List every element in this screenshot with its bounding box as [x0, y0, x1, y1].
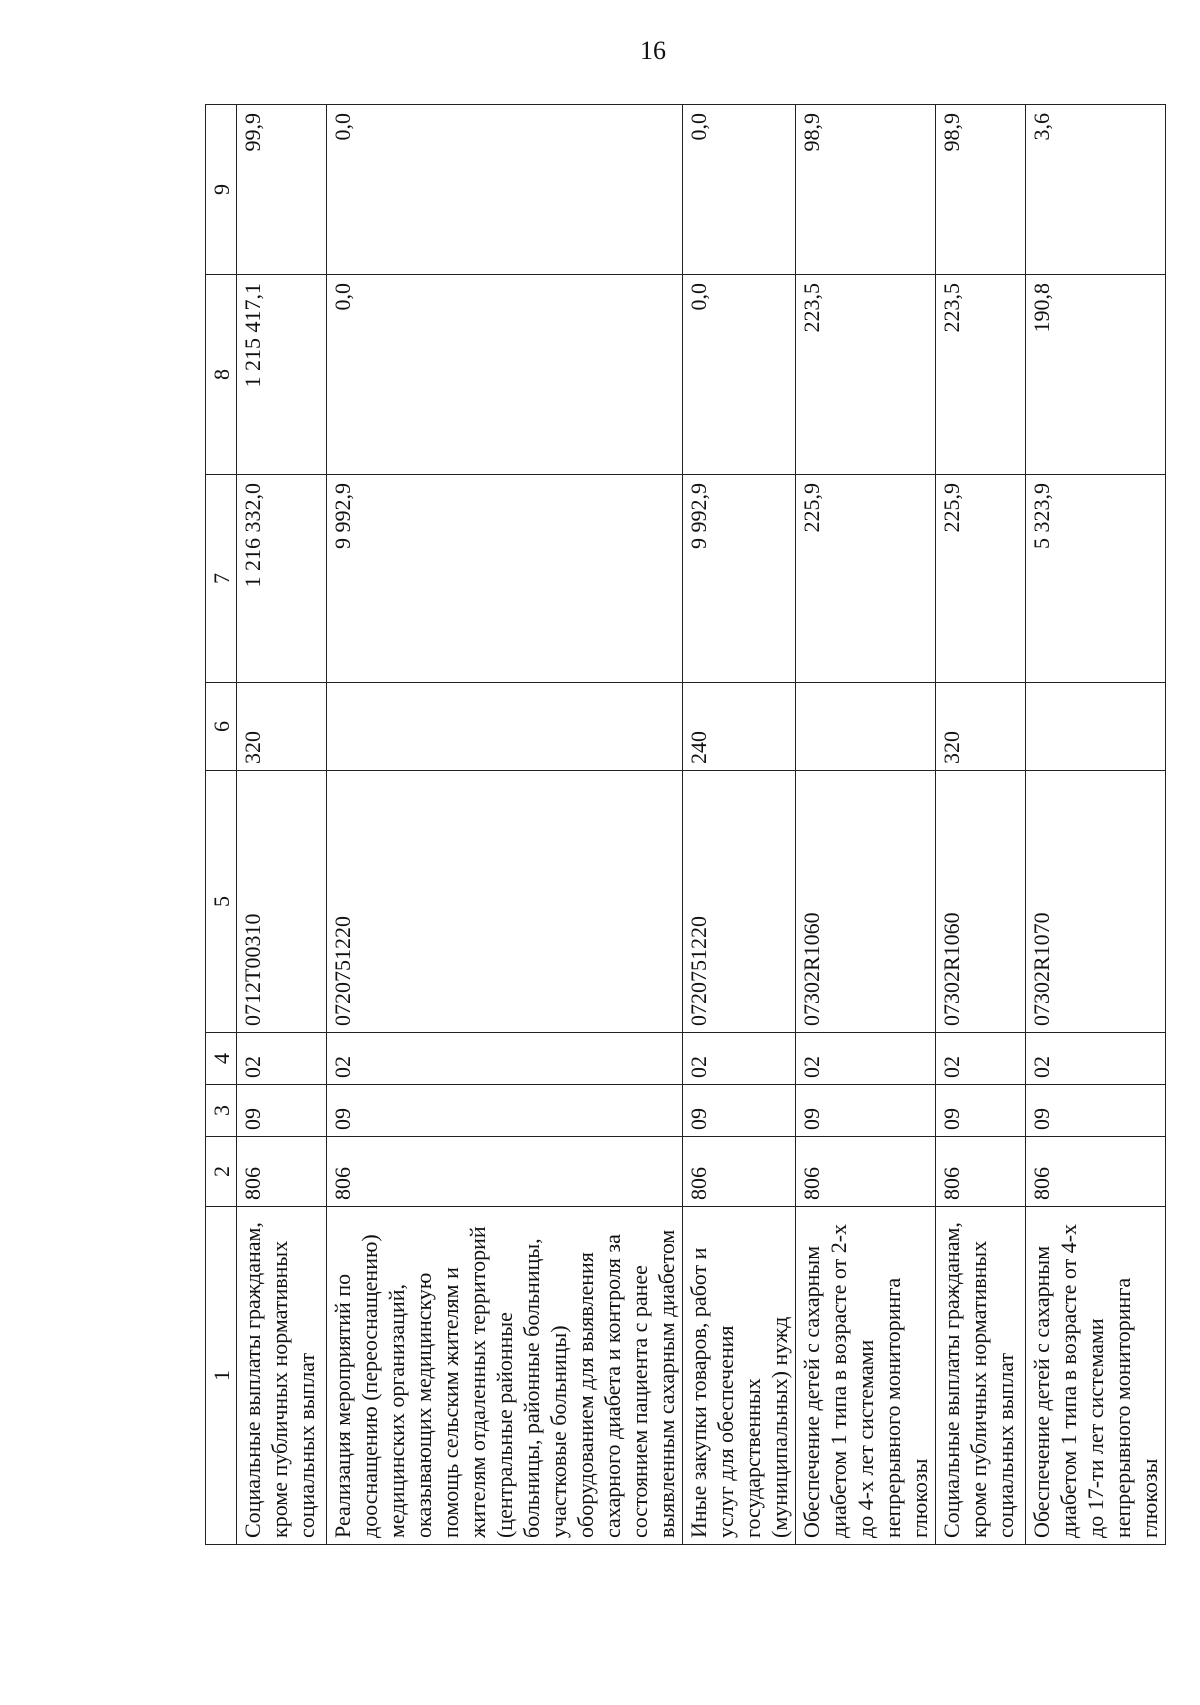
cell-c2: 806: [327, 1137, 683, 1207]
row-name: Иные закупки товаров, работ и услуг для обеспечения государственных (муниципальных) нужд: [683, 1207, 796, 1545]
cell-c4: 02: [327, 1033, 683, 1085]
row-name: Обеспечение детей с сахарным диабетом 1 типа в возрасте от 2-х до 4-х лет системами непрерывного мониторинга глюкозы: [796, 1207, 936, 1545]
budget-table: [205, 104, 1166, 1545]
cell-c7: 5 323,9: [1026, 475, 1166, 683]
cell-c5: 07302R1060: [936, 771, 1026, 1033]
cell-c9: 0,0: [683, 105, 796, 275]
table-row: [683, 105, 796, 1545]
cell-c8: 1 215 417,1: [237, 275, 327, 475]
row-name: Социальные выплаты гражданам, кроме публичных нормативных социальных выплат: [237, 1207, 327, 1545]
cell-c6: 320: [237, 683, 327, 771]
cell-c8: 223,5: [936, 275, 1026, 475]
cell-c7: 225,9: [796, 475, 936, 683]
cell-c2: 806: [796, 1137, 936, 1207]
cell-c5: 0720751220: [683, 771, 796, 1033]
header-cell: 4: [206, 1033, 237, 1085]
table-row: [936, 105, 1026, 1545]
cell-c6: [796, 683, 936, 771]
cell-c2: 806: [1026, 1137, 1166, 1207]
header-cell: 6: [206, 683, 237, 771]
cell-c2: 806: [237, 1137, 327, 1207]
row-name: Обеспечение детей с сахарным диабетом 1 типа в возрасте от 4-х до 17-ти лет системами непрерывного мониторинга глюкозы: [1026, 1207, 1166, 1545]
header-cell: 2: [206, 1137, 237, 1207]
cell-c7: 225,9: [936, 475, 1026, 683]
cell-c3: 09: [796, 1085, 936, 1137]
cell-c5: 0720751220: [327, 771, 683, 1033]
cell-c7: 1 216 332,0: [237, 475, 327, 683]
cell-c6: 320: [936, 683, 1026, 771]
budget-table-rotated: [205, 105, 1162, 1545]
cell-c8: 0,0: [327, 275, 683, 475]
row-name: Реализация мероприятий по дооснащению (переоснащению) медицинских организаций, оказывающих медицинскую помощь сельским жителям и жителям отдаленных территорий (центральные районные больницы, районные больницы, участковые больницы) оборудованием для выявления сахарного диабета и контроля за состоянием пациента с ранее выявленным сахарным диабетом: [327, 1207, 683, 1545]
cell-c3: 09: [237, 1085, 327, 1137]
cell-c6: [327, 683, 683, 771]
cell-c6: [1026, 683, 1166, 771]
cell-c4: 02: [1026, 1033, 1166, 1085]
cell-c9: 98,9: [796, 105, 936, 275]
cell-c9: 99,9: [237, 105, 327, 275]
header-cell: 3: [206, 1085, 237, 1137]
cell-c5: 07302R1060: [796, 771, 936, 1033]
table-row: [1026, 105, 1166, 1545]
header-cell: 8: [206, 275, 237, 475]
cell-c9: 98,9: [936, 105, 1026, 275]
header-row: [206, 105, 237, 1545]
cell-c7: 9 992,9: [327, 475, 683, 683]
cell-c4: 02: [796, 1033, 936, 1085]
page-number: 16: [640, 36, 666, 65]
cell-c5: 07302R1070: [1026, 771, 1166, 1033]
table-row: [327, 105, 683, 1545]
cell-c4: 02: [237, 1033, 327, 1085]
table-row: [237, 105, 327, 1545]
cell-c4: 02: [683, 1033, 796, 1085]
table-row: [796, 105, 936, 1545]
cell-c2: 806: [683, 1137, 796, 1207]
cell-c9: 3,6: [1026, 105, 1166, 275]
cell-c7: 9 992,9: [683, 475, 796, 683]
cell-c9: 0,0: [327, 105, 683, 275]
header-cell: 5: [206, 771, 237, 1033]
header-cell: 9: [206, 105, 237, 275]
cell-c8: 190,8: [1026, 275, 1166, 475]
cell-c3: 09: [1026, 1085, 1166, 1137]
cell-c3: 09: [936, 1085, 1026, 1137]
cell-c8: 0,0: [683, 275, 796, 475]
header-cell: 7: [206, 475, 237, 683]
cell-c2: 806: [936, 1137, 1026, 1207]
cell-c4: 02: [936, 1033, 1026, 1085]
cell-c8: 223,5: [796, 275, 936, 475]
cell-c3: 09: [327, 1085, 683, 1137]
cell-c5: 0712Т00310: [237, 771, 327, 1033]
header-cell: 1: [206, 1207, 237, 1545]
cell-c6: 240: [683, 683, 796, 771]
cell-c3: 09: [683, 1085, 796, 1137]
row-name: Социальные выплаты гражданам, кроме публичных нормативных социальных выплат: [936, 1207, 1026, 1545]
